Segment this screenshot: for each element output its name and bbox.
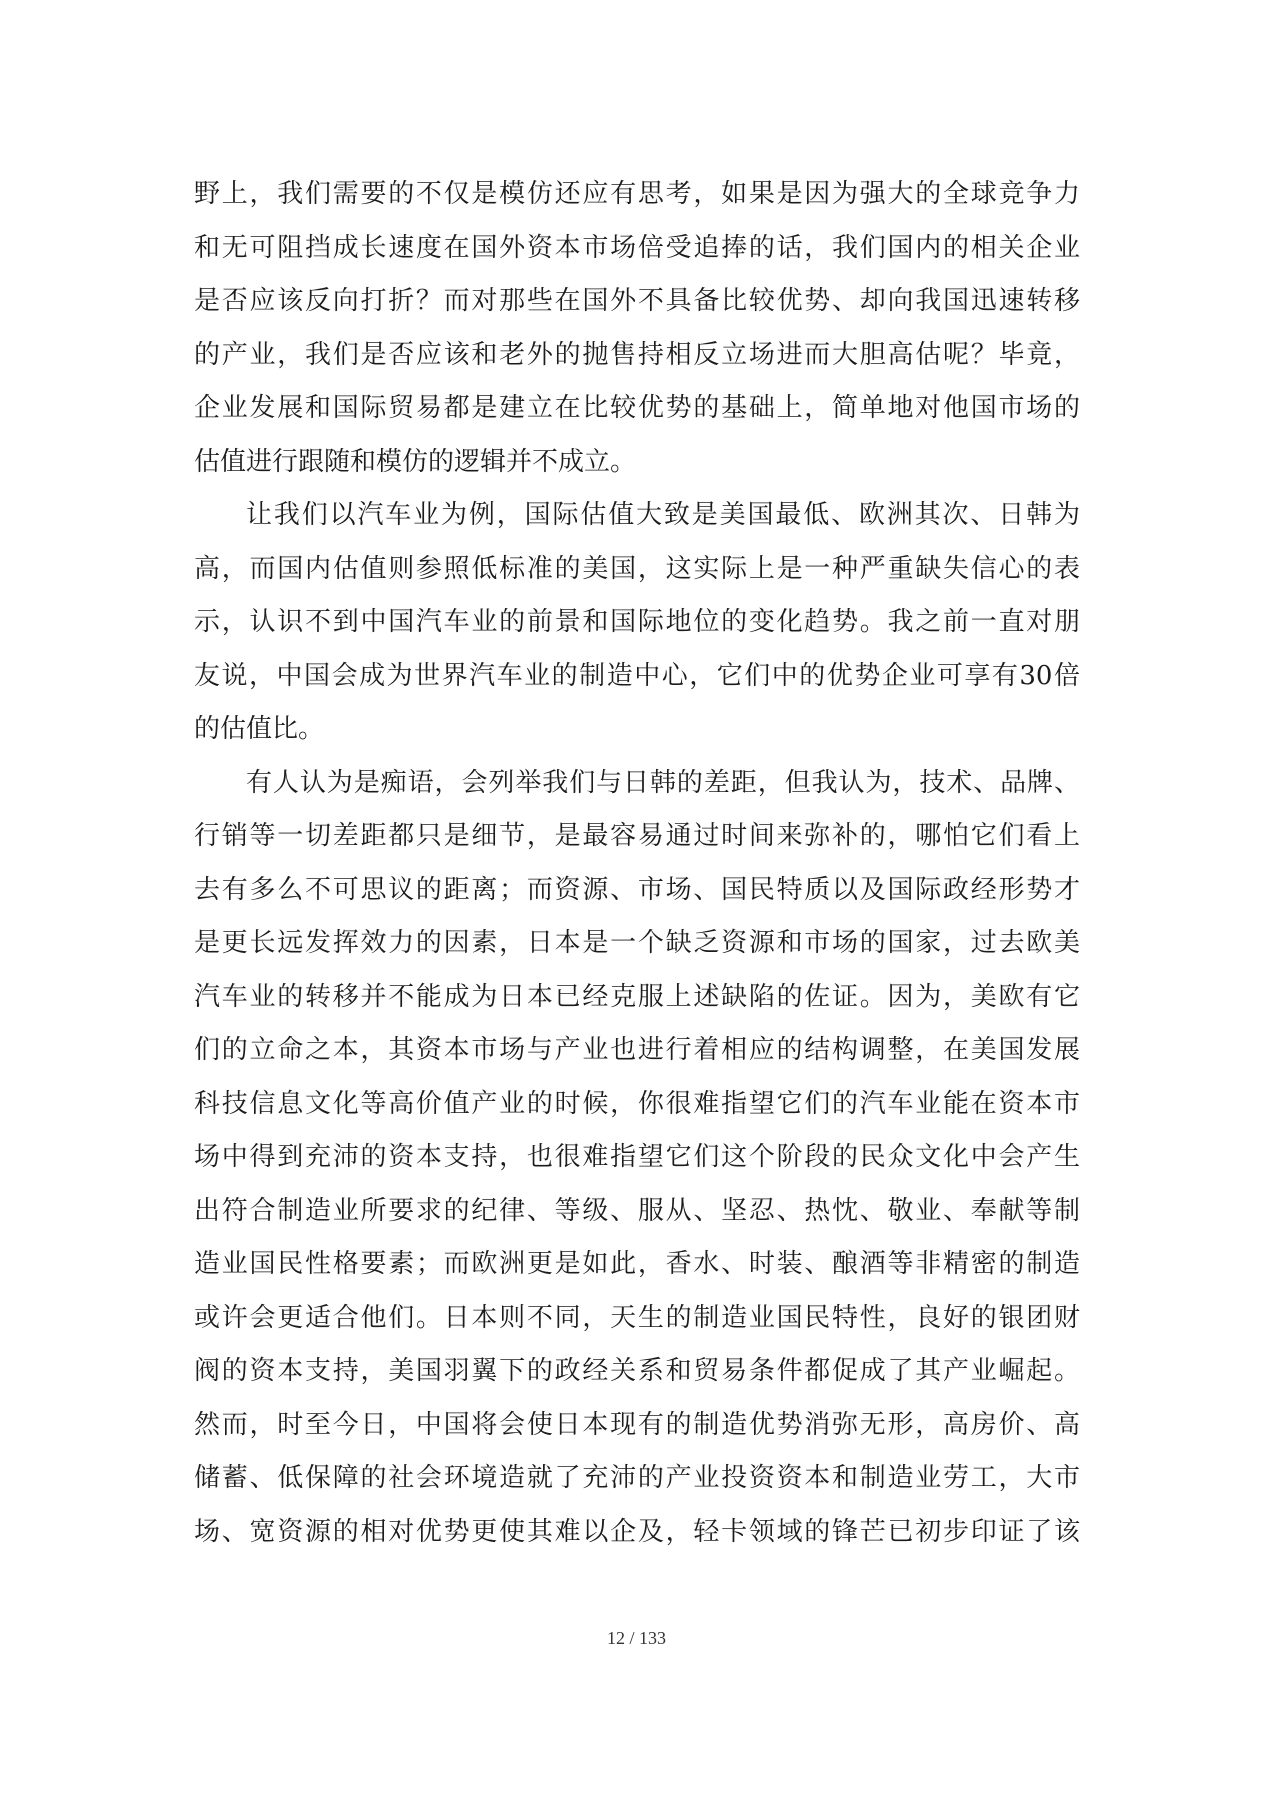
text-line: 出符合制造业所要求的纪律、等级、服从、坚忍、热忱、敬业、奉献等制 (194, 1195, 1080, 1226)
text-line: 们的立命之本，其资本市场与产业也进行着相应的结构调整，在美国发展 (194, 1035, 1080, 1065)
text-line: 的估值比。 (194, 714, 325, 744)
page-number: 12 / 133 (606, 1628, 666, 1648)
text-line: 是否应该反向打折？而对那些在国外不具备比较优势、却向我国迅速转移 (194, 286, 1080, 316)
text-line: 野上，我们需要的不仅是模仿还应有思考，如果是因为强大的全球竞争力 (194, 179, 1080, 209)
text-line: 储蓄、低保障的社会环境造就了充沛的产业投资资本和制造业劳工，大市 (194, 1463, 1080, 1493)
document-body (194, 168, 1080, 1559)
paragraph-2 (194, 489, 1080, 757)
text-line: 是更长远发挥效力的因素，日本是一个缺乏资源和市场的国家，过去欧美 (194, 928, 1080, 958)
text-line: 的产业，我们是否应该和老外的抛售持相反立场进而大胆高估呢？毕竟， (194, 339, 1080, 370)
text-line: 造业国民性格要素；而欧洲更是如此，香水、时装、酿酒等非精密的制造 (194, 1249, 1080, 1279)
text-line: 高，而国内估值则参照低标准的美国，这实际上是一种严重缺失信心的表 (194, 553, 1080, 584)
text-line: 让我们以汽车业为例，国际估值大致是美国最低、欧洲其次、日韩为 (246, 500, 1080, 530)
text-line: 友说，中国会成为世界汽车业的制造中心，它们中的优势企业可享有30倍 (194, 660, 1080, 691)
text-line: 汽车业的转移并不能成为日本已经克服上述缺陷的佐证。因为，美欧有它 (194, 981, 1080, 1012)
text-line: 场中得到充沛的资本支持，也很难指望它们这个阶段的民众文化中会产生 (194, 1142, 1080, 1172)
text-line: 或许会更适合他们。日本则不同，天生的制造业国民特性，良好的银团财 (194, 1302, 1080, 1333)
text-line: 去有多么不可思议的距离；而资源、市场、国民特质以及国际政经形势才 (194, 874, 1080, 905)
text-line: 然而，时至今日，中国将会使日本现有的制造优势消弥无形，高房价、高 (194, 1409, 1080, 1440)
text-line: 场、宽资源的相对优势更使其难以企及，轻卡领域的锋芒已初步印证了该 (194, 1516, 1080, 1547)
paragraph-1 (194, 168, 1080, 489)
text-line: 和无可阻挡成长速度在国外资本市场倍受追捧的话，我们国内的相关企业 (194, 232, 1080, 263)
text-line: 企业发展和国际贸易都是建立在比较优势的基础上，简单地对他国市场的 (194, 393, 1080, 423)
text-line: 有人认为是痴语，会列举我们与日韩的差距，但我认为，技术、品牌、 (246, 767, 1080, 798)
text-line: 行销等一切差距都只是细节，是最容易通过时间来弥补的，哪怕它们看上 (194, 821, 1080, 851)
text-line: 阀的资本支持，美国羽翼下的政经关系和贸易条件都促成了其产业崛起。 (194, 1356, 1080, 1386)
paragraph-3 (194, 757, 1080, 1560)
text-line: 科技信息文化等高价值产业的时候，你很难指望它们的汽车业能在资本市 (194, 1088, 1080, 1119)
text-line: 示，认识不到中国汽车业的前景和国际地位的变化趋势。我之前一直对朋 (194, 607, 1080, 637)
text-line: 估值进行跟随和模仿的逻辑并不成立。 (194, 446, 637, 477)
